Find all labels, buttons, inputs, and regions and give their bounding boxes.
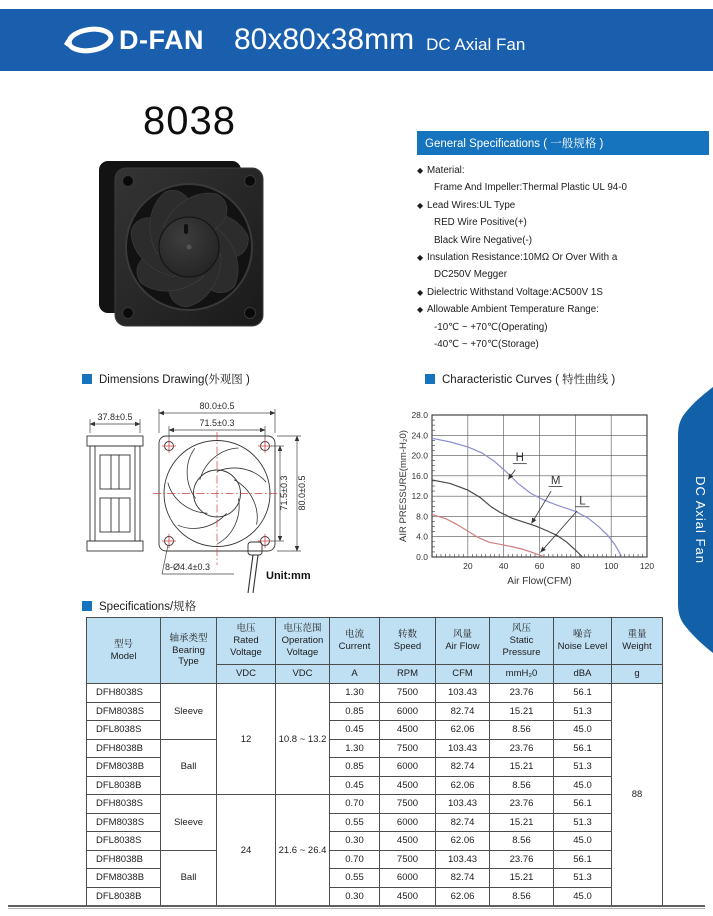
bullet-diamond-icon: ◆ [417,200,424,210]
cell-rated-voltage: 12 [217,684,276,795]
dim-holes-callout: 8-Ø4.4±0.3 [165,562,210,572]
x-tick-label: 60 [534,561,545,571]
column-unit: VDC [276,665,330,684]
cell-model: DFH8038B [87,850,161,869]
cell-noise-level: 45.0 [554,832,612,851]
spec-line [417,249,709,266]
cell-model: DFM8038B [87,869,161,888]
brand-name: D-FAN [119,24,204,55]
column-unit: dBA [554,665,612,684]
cell-noise-level: 56.1 [554,684,612,703]
footer-rule [8,905,705,907]
cell-noise-level: 51.3 [554,813,612,832]
x-tick-label: 80 [570,561,581,571]
cell-static-pressure: 15.21 [490,758,554,777]
cell-current: 0.70 [330,795,380,814]
cell-noise-level: 51.3 [554,702,612,721]
side-tab-label: DC Axial Fan [693,476,708,564]
cell-speed: 6000 [380,702,436,721]
general-specifications-panel [417,131,709,353]
cell-static-pressure: 8.56 [490,721,554,740]
y-tick-label: 12.0 [411,491,428,502]
cell-speed: 4500 [380,887,436,906]
cell-speed: 6000 [380,813,436,832]
cell-noise-level: 51.3 [554,758,612,777]
characteristic-curves-chart [395,398,667,598]
bullet-diamond-icon: ◆ [417,305,424,315]
column-header-rated-voltage [217,618,276,665]
cell-model: DFM8038S [87,702,161,721]
section-title-text: Characteristic Curves ( 特性曲线 ) [442,374,616,386]
column-header-en: Air Flow [445,641,480,652]
spec-line [417,214,709,231]
column-header-cn: 风量 [452,629,472,641]
column-header-cn: 噪音 [572,629,592,641]
cell-current: 1.30 [330,739,380,758]
cell-noise-level: 56.1 [554,739,612,758]
y-tick-label: 20.0 [411,450,428,461]
x-axis-title: Air Flow(CFM) [507,576,572,587]
cell-model: DFL8038S [87,832,161,851]
table-row [87,850,663,869]
spec-line [417,301,709,318]
column-header-static-pressure [490,618,554,665]
cell-speed: 6000 [380,758,436,777]
column-header-en: Operation Voltage [281,635,324,658]
dim-outer-height: 80.0±0.5 [297,475,307,511]
column-header-air-flow [436,618,490,665]
dim-unit-label: Unit:mm [266,570,311,582]
cell-air-flow: 82.74 [436,702,490,721]
dim-outer-width: 80.0±0.5 [199,401,235,411]
x-tick-label: 40 [498,561,509,571]
cell-bearing-type: Ball [161,850,217,906]
column-header-en: Noise Level [557,641,608,652]
cell-air-flow: 103.43 [436,795,490,814]
column-unit: RPM [380,665,436,684]
side-tab [672,385,713,657]
column-header-cn: 重量 [627,629,647,641]
cell-air-flow: 82.74 [436,869,490,888]
column-header-bearing-type [161,618,217,684]
cell-air-flow: 82.74 [436,813,490,832]
x-tick-label: 20 [463,561,473,571]
column-header-en: Weight [622,641,652,652]
cell-bearing-type: Ball [161,739,217,795]
cell-noise-level: 56.1 [554,850,612,869]
general-specifications-list [417,162,709,353]
dimensions-drawing [78,393,323,601]
dim-hole-width: 71.5±0.3 [199,418,235,428]
y-tick-label: 24.0 [411,430,428,441]
cell-air-flow: 62.06 [436,721,490,740]
column-header-model [87,618,161,684]
specifications-table [86,617,663,906]
cell-air-flow: 103.43 [436,850,490,869]
spec-line [417,319,709,336]
spec-line [417,266,709,283]
dim-side-width: 37.8±0.5 [97,412,133,422]
column-header-en: Rated Voltage [230,635,262,658]
cell-weight: 88 [612,684,663,906]
spec-line [417,179,709,196]
cell-static-pressure: 15.21 [490,702,554,721]
column-header-cn: 转数 [397,629,417,641]
curve-H [432,438,622,557]
curve-label-H: H [515,452,524,465]
footer-rule-light [8,908,705,909]
header-subtitle: DC Axial Fan [426,35,526,54]
spec-line [417,162,709,179]
cell-current: 0.85 [330,702,380,721]
cell-current: 0.55 [330,869,380,888]
column-header-cn: 电压范围 [283,623,322,635]
column-unit: g [612,665,663,684]
y-tick-label: 4.0 [416,531,428,542]
column-header-en: Speed [393,641,422,652]
table-row [87,684,663,703]
cell-speed: 7500 [380,850,436,869]
column-header-cn: 电压 [236,623,256,635]
column-header-cn: 风压 [511,623,531,635]
spec-line [417,336,709,353]
cell-static-pressure: 23.76 [490,684,554,703]
cell-noise-level: 51.3 [554,869,612,888]
cell-static-pressure: 23.76 [490,739,554,758]
cell-static-pressure: 15.21 [490,869,554,888]
column-header-cn: 电流 [344,629,364,641]
spec-line-text: Insulation Resistance:10MΩ Or Over With a [427,252,618,264]
cell-speed: 6000 [380,869,436,888]
spec-line-text: -40℃ ~ +70℃(Storage) [434,339,539,351]
table-row [87,739,663,758]
cell-bearing-type: Sleeve [161,684,217,740]
cell-air-flow: 103.43 [436,684,490,703]
cell-static-pressure: 23.76 [490,850,554,869]
cell-noise-level: 45.0 [554,776,612,795]
x-tick-label: 120 [639,561,655,571]
spec-line [417,197,709,214]
y-tick-label: 0.0 [416,552,428,562]
cell-model: DFH8038B [87,739,161,758]
section-marker-icon [425,374,435,384]
spec-line-text: Frame And Impeller:Thermal Plastic UL 94-0 [434,182,627,194]
header-banner [0,9,713,71]
cell-air-flow: 62.06 [436,832,490,851]
spec-line-text: Lead Wires:UL Type [427,199,516,211]
column-header-current [330,618,380,665]
cell-air-flow: 82.74 [436,758,490,777]
y-axis-title: AIR PRESSURE(mm-H₂0) [398,430,409,542]
cell-rated-voltage: 24 [217,795,276,906]
product-model-heading: 8038 [143,99,236,143]
curve-label-M: M [550,474,561,487]
bullet-diamond-icon: ◆ [417,253,424,263]
y-tick-label: 28.0 [411,410,428,420]
cell-current: 0.45 [330,721,380,740]
cell-speed: 4500 [380,832,436,851]
cell-speed: 4500 [380,776,436,795]
cell-current: 0.30 [330,887,380,906]
x-tick-label: 100 [604,561,619,571]
cell-model: DFH8038S [87,795,161,814]
section-title-text: Dimensions Drawing(外观图 ) [99,374,250,386]
column-header-weight [612,618,663,665]
y-tick-label: 16.0 [411,470,428,481]
header-size-title: 80x80x38mm [234,23,415,56]
cell-static-pressure: 8.56 [490,832,554,851]
column-header-speed [380,618,436,665]
cell-speed: 7500 [380,795,436,814]
column-header-en: Model [110,650,137,662]
table-row [87,795,663,814]
curve-L [432,514,543,556]
cell-static-pressure: 8.56 [490,776,554,795]
cell-model: DFH8038S [87,684,161,703]
bullet-diamond-icon: ◆ [417,287,424,297]
bullet-diamond-icon: ◆ [417,166,424,175]
section-dimensions-title [82,371,250,387]
fan-product-photo [98,158,268,330]
column-unit: mmH₂0 [490,665,554,684]
cell-speed: 7500 [380,684,436,703]
spec-line-text: -10℃ ~ +70℃(Operating) [434,321,548,333]
section-curves-title [425,371,615,387]
cell-model: DFM8038S [87,813,161,832]
cell-noise-level: 45.0 [554,721,612,740]
cell-operation-voltage: 10.8 ~ 13.2 [276,684,330,795]
column-unit: CFM [436,665,490,684]
column-header-en: Bearing Type [172,644,205,668]
column-header-en: Current [338,641,371,652]
cell-speed: 7500 [380,739,436,758]
cell-speed: 4500 [380,721,436,740]
section-marker-icon [82,601,92,611]
curve-label-L: L [579,495,586,508]
cell-noise-level: 56.1 [554,795,612,814]
column-header-cn: 型号 [113,638,133,650]
cell-operation-voltage: 21.6 ~ 26.4 [276,795,330,906]
cell-model: DFM8038B [87,758,161,777]
column-unit: A [330,665,380,684]
cell-model: DFL8038B [87,887,161,906]
spec-line-text: Black Wire Negative(-) [434,234,532,246]
cell-current: 0.70 [330,850,380,869]
spec-line-text: Dielectric Withstand Voltage:AC500V 1S [427,286,603,298]
section-title-text: Specifications/规格 [99,601,197,613]
y-tick-label: 8.0 [416,511,428,522]
cell-model: DFL8038S [87,721,161,740]
spec-line-text: Material: [427,165,465,176]
cell-current: 0.45 [330,776,380,795]
column-header-noise-level [554,618,612,665]
column-header-cn: 轴承类型 [169,632,208,644]
column-header-en: Static Pressure [502,635,541,658]
spec-line-text: Allowable Ambient Temperature Range: [427,304,599,316]
cell-current: 0.30 [330,832,380,851]
cell-air-flow: 62.06 [436,887,490,906]
cell-static-pressure: 23.76 [490,795,554,814]
column-header-operation-voltage [276,618,330,665]
spec-line [417,284,709,301]
cell-current: 0.55 [330,813,380,832]
cell-air-flow: 62.06 [436,776,490,795]
column-unit: VDC [217,665,276,684]
cell-current: 0.85 [330,758,380,777]
cell-air-flow: 103.43 [436,739,490,758]
cell-model: DFL8038B [87,776,161,795]
general-specifications-title: General Specifications ( 一般规格 ) [417,131,709,155]
cell-noise-level: 45.0 [554,887,612,906]
brand-logo-icon [60,24,116,56]
cell-static-pressure: 8.56 [490,887,554,906]
cell-static-pressure: 15.21 [490,813,554,832]
cell-current: 1.30 [330,684,380,703]
dim-hole-height: 71.5±0.3 [279,475,289,511]
cell-bearing-type: Sleeve [161,795,217,851]
spec-line-text: RED Wire Positive(+) [434,217,527,229]
section-marker-icon [82,374,92,384]
spec-line [417,232,709,249]
spec-line-text: DC250V Megger [434,269,507,281]
